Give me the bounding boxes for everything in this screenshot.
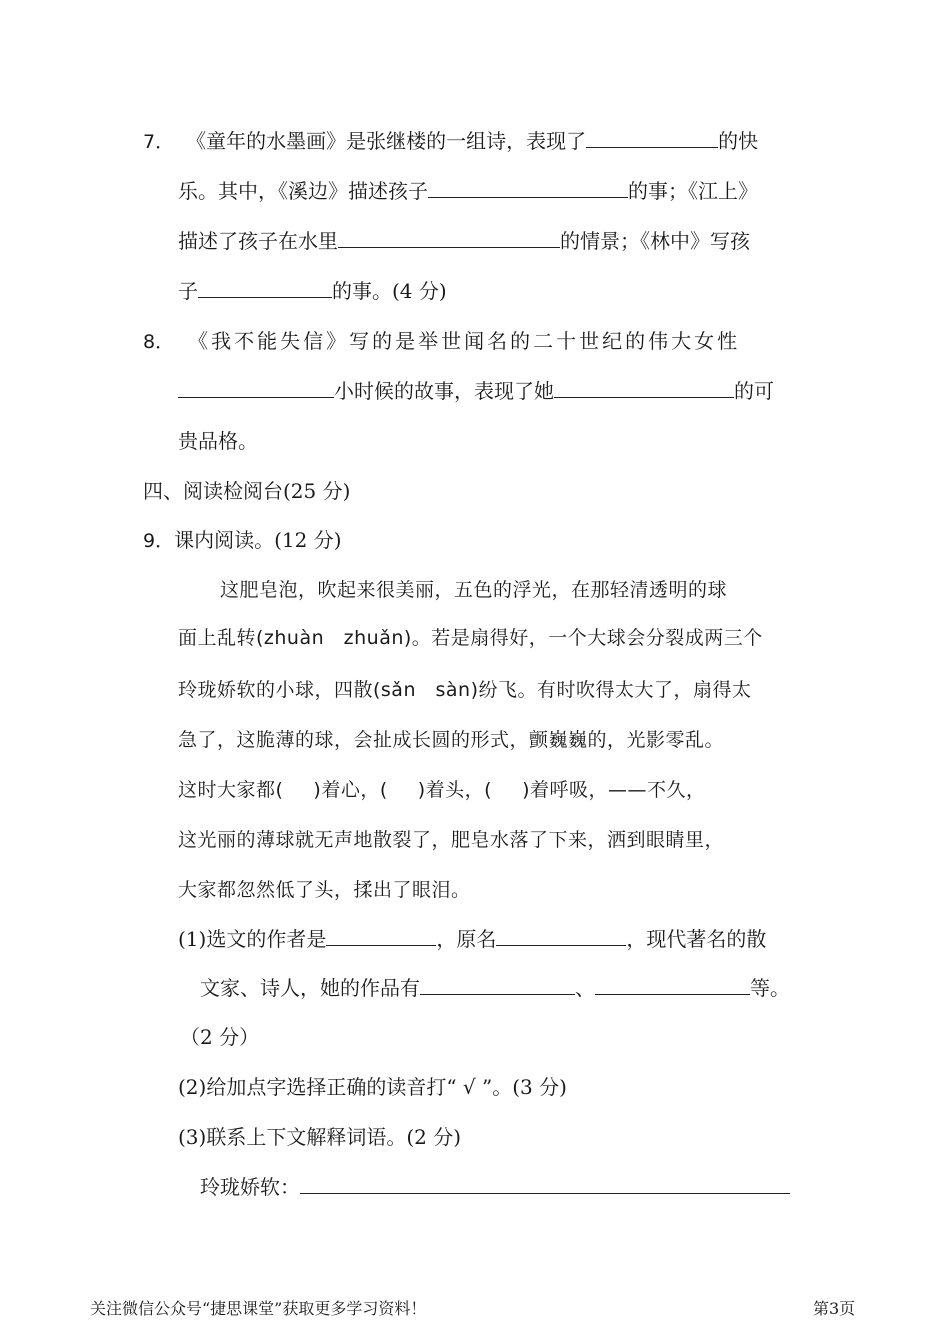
sub1-blank-original-name[interactable] <box>496 925 626 946</box>
q7-text: 子 <box>178 279 198 303</box>
passage-text: )着头，( <box>417 779 493 801</box>
q7-text: 描述了孩子在水里 <box>178 229 338 253</box>
q8-line-3 <box>178 427 258 455</box>
q7-number: 7． <box>143 131 175 153</box>
q7-text: 乐。其中，《溪边》描述孩子 <box>178 179 428 203</box>
q9-sub1-line-2 <box>200 974 790 1002</box>
q9-number: 9． <box>143 530 175 552</box>
q7-text: 的事；《江上》 <box>628 179 758 203</box>
q8-blank-2[interactable] <box>554 377 734 398</box>
q9-sub3-answer-line <box>200 1173 790 1201</box>
q9-sub1-score: （2 分） <box>180 1025 260 1049</box>
q9-sub1-line-1 <box>178 925 766 953</box>
footer-notice: 关注微信公众号“捷思课堂”获取更多学习资料！ <box>90 1299 427 1318</box>
sub1-blank-work-2[interactable] <box>595 974 750 995</box>
q8-line-1 <box>143 327 740 356</box>
passage-line-2: 面上乱转(zhuàn zhuǎn)。若是扇得好，一个大球会分裂成两三个 <box>178 627 763 649</box>
q9-sub2: (2)给加点字选择正确的读音打“ √ ”。(3 分) <box>178 1075 567 1099</box>
q7-blank-4[interactable] <box>198 277 332 298</box>
q8-text: 小时候的故事，表现了她 <box>334 379 554 403</box>
passage-line-3: 玲珑娇软的小球，四散(sǎn sàn)纷飞。有时吹得太大了，扇得太 <box>178 679 752 701</box>
sub1-text: ，现代著名的散 <box>626 927 767 951</box>
q9-sub3: (3)联系上下文解释词语。(2 分) <box>178 1125 462 1149</box>
q7-line-3 <box>178 227 750 255</box>
q8-line-2 <box>178 377 774 405</box>
q8-text: 贵品格。 <box>178 429 258 453</box>
q8-number: 8． <box>143 331 175 353</box>
sub1-text: 文家、诗人，她的作品有 <box>200 976 420 1000</box>
q7-line-4 <box>178 277 447 305</box>
passage-text: )着呼吸，——不久， <box>522 779 706 801</box>
passage-line-1: 这肥皂泡，吹起来很美丽，五色的浮光，在那轻清透明的球 <box>220 579 728 601</box>
q7-text: 的事。(4 分) <box>332 279 447 303</box>
q7-blank-3[interactable] <box>338 227 560 248</box>
q9-heading <box>143 526 342 555</box>
sub1-blank-author[interactable] <box>326 925 436 946</box>
sub1-text: 、 <box>575 976 595 1000</box>
passage-line-6: 这光丽的薄球就无声地散裂了，肥皂水落了下来，洒到眼睛里， <box>178 829 725 851</box>
passage-text: 这时大家都( <box>178 779 284 801</box>
passage-line-5 <box>178 776 706 804</box>
sub3-term: 玲珑娇软： <box>200 1175 300 1199</box>
q7-blank-2[interactable] <box>428 177 628 198</box>
q8-text: 《我不能失信》写的是举世闻名的二十世纪的伟大女性 <box>188 329 741 353</box>
sub3-answer-blank[interactable] <box>300 1173 790 1194</box>
q7-text: 的快 <box>718 129 759 153</box>
q8-blank-1[interactable] <box>178 377 334 398</box>
q8-text: 的可 <box>734 379 774 403</box>
page-number: 第3页 <box>813 1299 856 1318</box>
sub1-text: 等。 <box>750 976 790 1000</box>
passage-line-7: 大家都忽然低了头，揉出了眼泪。 <box>178 879 471 901</box>
passage-line-4: 急了，这脆薄的球，会扯成长圆的形式，颤巍巍的，光影零乱。 <box>178 729 725 751</box>
section-4-heading: 四、阅读检阅台(25 分) <box>143 479 351 503</box>
q7-text: 《童年的水墨画》是张继楼的一组诗，表现了 <box>186 129 587 153</box>
q7-line-1 <box>143 127 758 156</box>
q7-text: 的情景；《林中》写孩 <box>560 229 750 253</box>
sub1-text: (1)选文的作者是 <box>178 927 327 951</box>
passage-text: )着心，( <box>313 779 388 801</box>
sub1-blank-work-1[interactable] <box>420 974 575 995</box>
sub1-text: ，原名 <box>436 927 497 951</box>
q9-title: 课内阅读。(12 分) <box>174 528 342 552</box>
q7-line-2 <box>178 177 758 205</box>
q7-blank-1[interactable] <box>586 127 718 148</box>
